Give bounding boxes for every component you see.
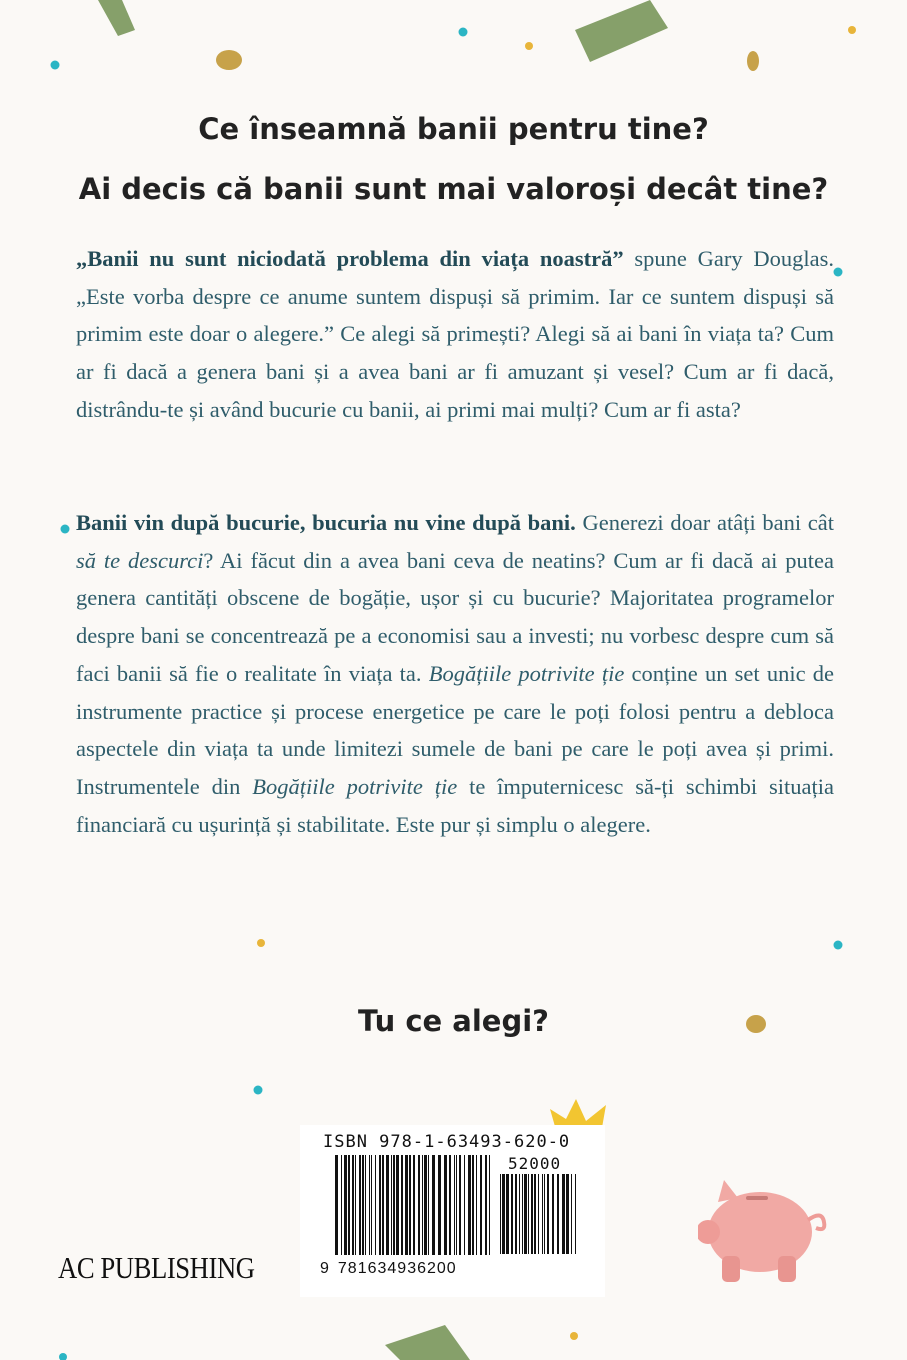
- barcode-bar: [344, 1155, 347, 1255]
- emphasis-text: să te descurci: [76, 547, 204, 573]
- barcode-bar: [438, 1155, 441, 1255]
- barcode-bar: [382, 1155, 384, 1255]
- book-title: Bogățiile potrivite ție: [428, 660, 625, 686]
- confetti-dot: [848, 26, 856, 34]
- barcode-bar: [335, 1155, 338, 1255]
- publisher-name: AC PUBLISHING: [58, 1250, 255, 1285]
- barcode-bar: [557, 1174, 559, 1254]
- price-code: 52000: [508, 1154, 562, 1173]
- paragraph-2-lead: Banii vin după bucurie, bucuria nu vine după bani.: [76, 510, 576, 535]
- barcode-bar: [519, 1174, 520, 1254]
- barcode-bar: [502, 1174, 505, 1254]
- barcode-bar: [480, 1155, 482, 1255]
- barcode-bar: [544, 1174, 545, 1254]
- paragraph-1: [76, 240, 834, 429]
- barcode-addon-bars: [500, 1174, 580, 1254]
- barcode-bar: [464, 1155, 465, 1255]
- book-title: Bogățiile potrivite ție: [252, 773, 458, 799]
- barcode-bar: [566, 1174, 569, 1254]
- piggy-bank-icon: [698, 1180, 838, 1290]
- confetti-dot: [570, 1332, 578, 1340]
- barcode-bar: [500, 1174, 501, 1254]
- barcode-bar: [476, 1155, 477, 1255]
- barcode-bar: [341, 1155, 342, 1255]
- confetti-dot: [254, 1086, 263, 1095]
- confetti-dot: [59, 1353, 67, 1360]
- barcode-bar: [449, 1155, 451, 1255]
- barcode-bar: [459, 1155, 461, 1255]
- barcode-bar: [515, 1174, 517, 1254]
- barcode-bar: [489, 1155, 490, 1255]
- barcode-bar: [542, 1174, 543, 1254]
- paragraph-2-text: ? Ai făcut din a avea bani ceva de neatins? Cum ar fi dacă ai putea genera cantități obscene de bogăție, ușor și cu bucurie? Majoritatea programelor despre bani se concentrează pe a economisi sau a investi; nu vorbesc despre cum să faci banii să fie o realitate în viața ta.: [76, 547, 834, 686]
- barcode-bar: [379, 1155, 381, 1255]
- barcode-bar: [362, 1155, 364, 1255]
- barcode-bar: [524, 1174, 527, 1254]
- confetti-dot: [61, 525, 70, 534]
- barcode-bar: [405, 1155, 408, 1255]
- barcode-bar: [571, 1174, 572, 1254]
- barcode-bar: [424, 1155, 427, 1255]
- barcode-bar: [409, 1155, 411, 1255]
- banknote-top-left: [98, 0, 135, 36]
- barcode-bar: [422, 1155, 423, 1255]
- ean-digits: 781634936200: [337, 1260, 457, 1277]
- barcode-bar: [485, 1155, 487, 1255]
- barcode-bar: [531, 1174, 533, 1254]
- barcode-bar: [348, 1155, 350, 1255]
- barcode-bar: [522, 1174, 523, 1254]
- paragraph-2-text: Generezi doar atâți bani cât: [575, 510, 834, 535]
- coin-top: [216, 50, 242, 70]
- barcode-bar: [365, 1155, 366, 1255]
- barcode-bar: [468, 1155, 471, 1255]
- confetti-dot: [525, 42, 533, 50]
- barcode-bar: [547, 1174, 549, 1254]
- barcode-bar: [418, 1155, 420, 1255]
- quote-gary-douglas: „Banii nu sunt niciodată problema din viața noastră”: [76, 246, 624, 271]
- barcode-bar: [456, 1155, 457, 1255]
- isbn-label: ISBN 978-1-63493-620-0: [323, 1132, 571, 1152]
- confetti-dot: [51, 61, 60, 70]
- ean-number: [320, 1260, 457, 1278]
- barcode-bar: [428, 1155, 429, 1255]
- barcode-bar: [352, 1155, 354, 1255]
- barcode-bar: [386, 1155, 389, 1255]
- paragraph-2-text: conține un set unic de instrumente practice și procese energetice pe care le poți folosi pentru a debloca aspectele din viața ta unde limitezi sumele de bani pe care le poți avea și primi. Instrumentele din: [76, 660, 834, 799]
- barcode-bar: [369, 1155, 370, 1255]
- barcode-bar: [528, 1174, 529, 1254]
- barcode-bar: [401, 1155, 403, 1255]
- barcode-bar: [562, 1174, 565, 1254]
- coin-top-right: [747, 51, 759, 71]
- barcode-bar: [396, 1155, 399, 1255]
- barcode-bar: [432, 1155, 435, 1255]
- headline-question-1: Ce înseamnă banii pentru tine?: [198, 112, 709, 146]
- banknote-bottom: [385, 1325, 470, 1360]
- barcode-bar: [472, 1155, 474, 1255]
- barcode-bar: [444, 1155, 447, 1255]
- paragraph-2: [76, 504, 834, 843]
- barcode-bar: [413, 1155, 415, 1255]
- barcode-bars: [335, 1155, 495, 1255]
- confetti-dot: [459, 28, 468, 37]
- banknote-top-right: [575, 0, 668, 62]
- barcode-bar: [538, 1174, 539, 1254]
- confetti-dot: [834, 941, 843, 950]
- confetti-dot: [257, 939, 265, 947]
- headline-question-2: Ai decis că banii sunt mai valoroși decât tine?: [78, 172, 829, 206]
- barcode-bar: [355, 1155, 356, 1255]
- barcode-bar: [454, 1155, 455, 1255]
- call-to-action: Tu ce alegi?: [358, 1004, 549, 1038]
- barcode-bar: [393, 1155, 395, 1255]
- barcode-bar: [359, 1155, 361, 1255]
- barcode-bar: [391, 1155, 392, 1255]
- barcode-bar: [575, 1174, 576, 1254]
- barcode-bar: [552, 1174, 554, 1254]
- barcode-bar: [534, 1174, 536, 1254]
- barcode-bar: [511, 1174, 513, 1254]
- barcode-bar: [371, 1155, 372, 1255]
- paragraph-1-text: spune Gary Douglas. „Este vorba despre ce anume suntem dispuși să primim. Iar ce suntem dispuși să primim este doar o alegere.” Ce alegi să primești? Alegi să ai bani în viața ta? Cum ar fi dacă a genera bani și a avea bani ar fi amuzant și vesel? Cum ar fi dacă, distrându-te și având bucurie cu banii, ai primi mai mulți? Cum ar fi asta?: [76, 246, 834, 422]
- paragraph-2-text: te împuternicesc să-ți schimbi situația financiară cu ușurință și stabilitate. Este pur și simplu o alegere.: [76, 773, 834, 837]
- barcode-bar: [506, 1174, 509, 1254]
- barcode-bar: [375, 1155, 376, 1255]
- confetti-dot: [834, 268, 843, 277]
- ean-first-digit: 9: [320, 1260, 330, 1277]
